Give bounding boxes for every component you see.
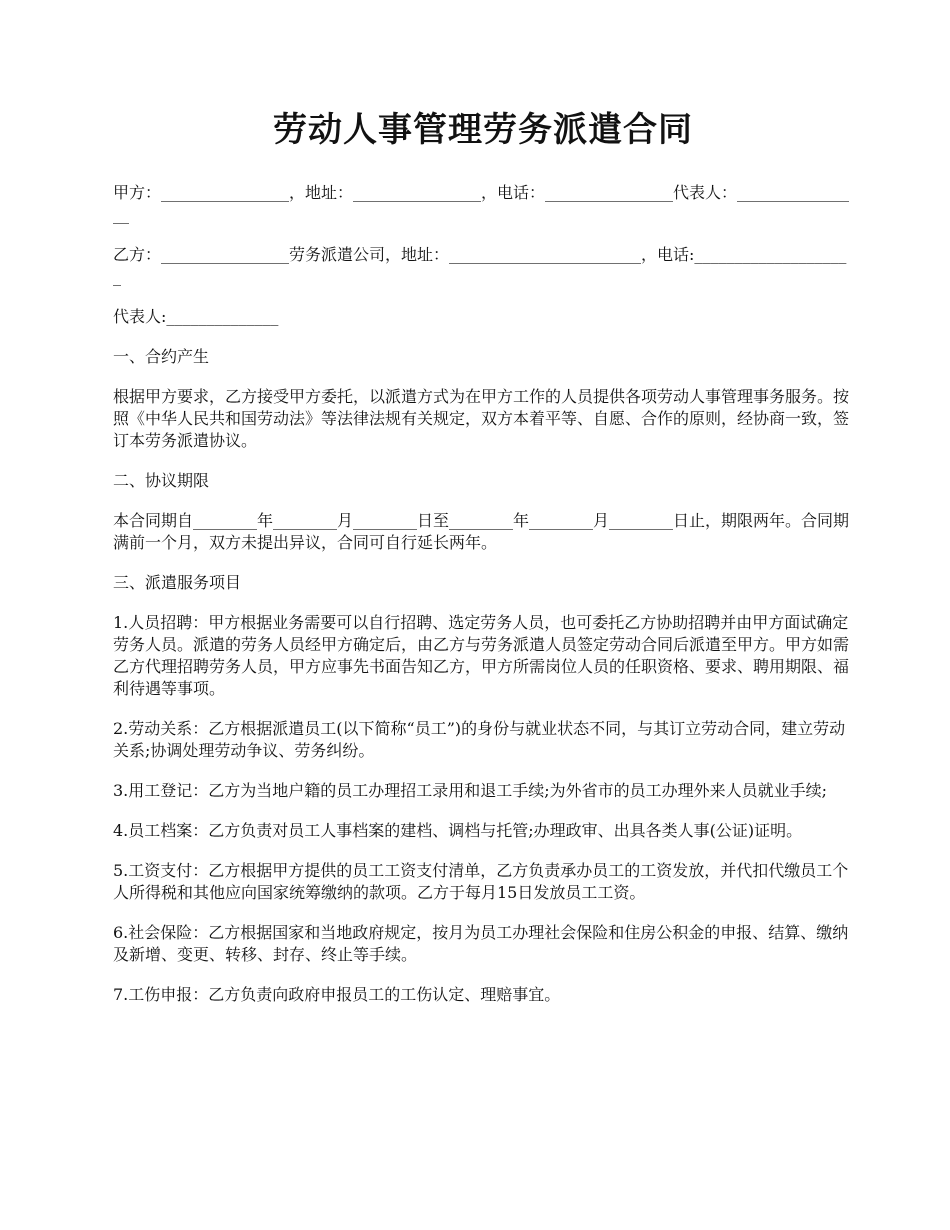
service-item-work-injury: 7.工伤申报：乙方负责向政府申报员工的工伤认定、理赔事宜。 <box>113 985 561 1004</box>
party-b-info: 乙方：________________劳务派遣公司，地址：________________________，电话:____________________ <box>113 245 847 286</box>
section-heading-term: 二、协议期限 <box>113 471 210 490</box>
service-item-wages: 5.工资支付：乙方根据甲方提供的员工工资支付清单，乙方负责承办员工的工资发放，并代扣代缴员工个人所得税和其他应向国家统筹缴纳的款项。乙方于每月15日发放员工工资。 <box>113 861 849 902</box>
party-a-info: 甲方：________________，地址：________________，电话：________________代表人：________________ <box>113 183 850 224</box>
section-heading-services: 三、派遣服务项目 <box>113 573 242 592</box>
term-paragraph: 本合同期自________年________月________日至________年________月________日止，期限两年。合同期满前一个月，双方未提出异议，合同可自行延长两年。 <box>113 511 850 552</box>
service-item-archives: 4.员工档案：乙方负责对员工人事档案的建档、调档与托管;办理政审、出具各类人事(公证)证明。 <box>113 821 803 840</box>
service-item-social-insurance: 6.社会保险：乙方根据国家和当地政府规定，按月为员工办理社会保险和住房公积金的申报、结算、缴纳及新增、变更、转移、封存、终止等手续。 <box>113 923 849 964</box>
service-item-labor-relations: 2.劳动关系：乙方根据派遣员工(以下简称“员工”)的身份与就业状态不同，与其订立劳动合同，建立劳动关系;协调处理劳动争议、劳务纠纷。 <box>113 719 846 760</box>
document-page <box>113 108 853 1024</box>
origin-paragraph: 根据甲方要求，乙方接受甲方委托，以派遣方式为在甲方工作的人员提供各项劳动人事管理事务服务。按照《中华人民共和国劳动法》等法律法规有关规定，双方本着平等、自愿、合作的原则，经协商一致，签订本劳务派遣协议。 <box>113 387 850 450</box>
document-title: 劳动人事管理劳务派遣合同 <box>273 110 693 150</box>
service-item-registration: 3.用工登记：乙方为当地户籍的员工办理招工录用和退工手续;为外省市的员工办理外来人员就业手续; <box>113 781 828 800</box>
section-heading-origin: 一、合约产生 <box>113 347 210 366</box>
service-item-recruitment: 1.人员招聘：甲方根据业务需要可以自行招聘、选定劳务人员，也可委托乙方协助招聘并由甲方面试确定劳务人员。派遣的劳务人员经甲方确定后，由乙方与劳务派遣人员签定劳动合同后派遣至甲方。甲方如需乙方代理招聘劳务人员，甲方应事先书面告知乙方，甲方所需岗位人员的任职资格、要求、聘用期限、福利待遇等事项。 <box>113 613 850 698</box>
party-b-representative: 代表人:______________ <box>113 307 279 326</box>
